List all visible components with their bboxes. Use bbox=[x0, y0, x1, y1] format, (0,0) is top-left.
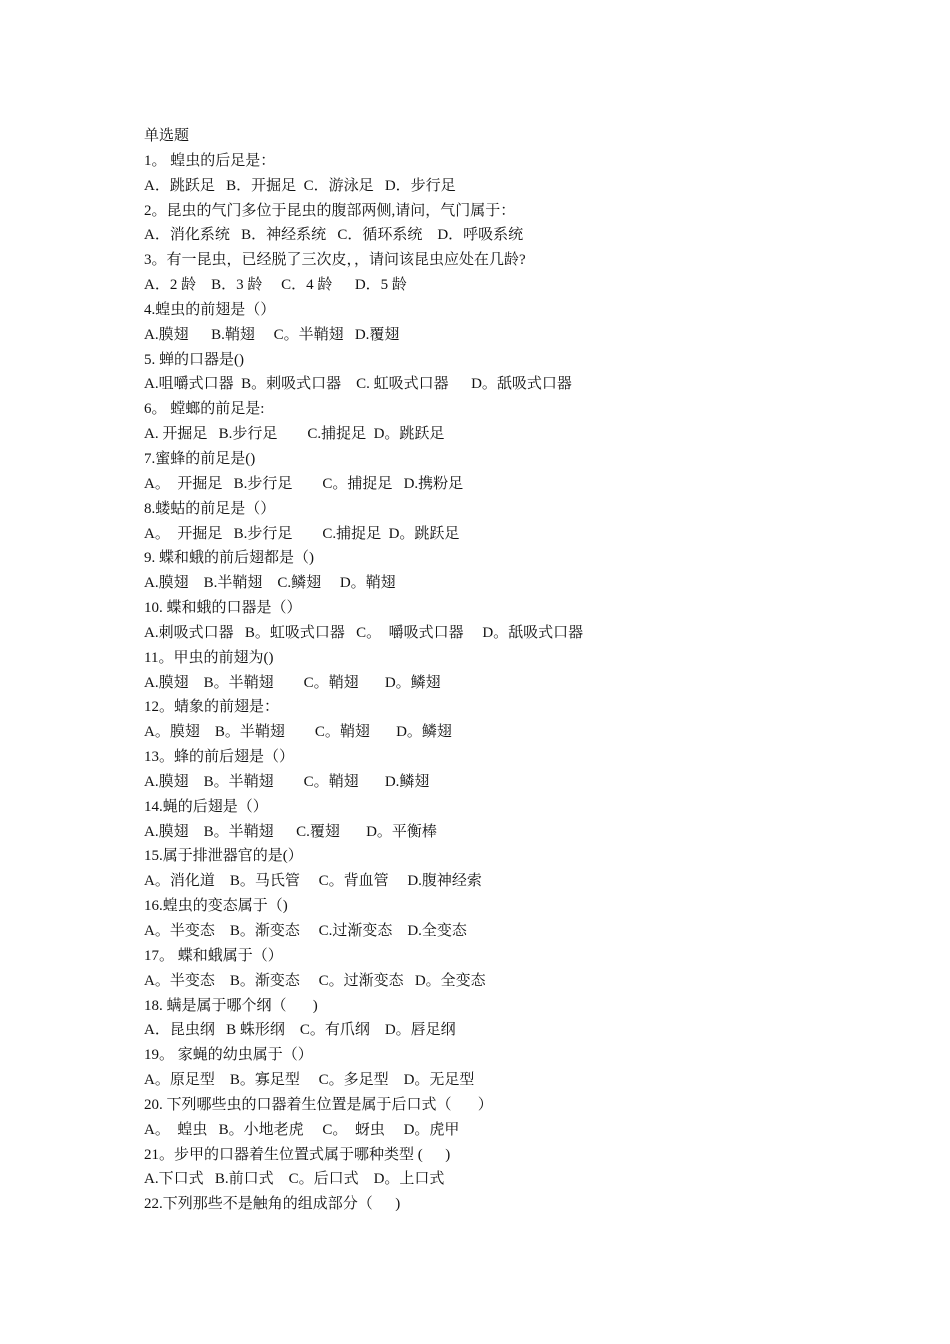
question-4: 4.蝗虫的前翅是（） bbox=[144, 301, 276, 318]
question-20: 20. 下列哪些虫的口器着生位置是属于后口式（ ） bbox=[144, 1096, 493, 1113]
options-12: A。膜翅 B。半鞘翅 C。鞘翅 D。鳞翅 bbox=[144, 724, 452, 741]
question-8: 8.蝼蛄的前足是（） bbox=[144, 500, 276, 517]
question-16: 16.蝗虫的变态属于（) bbox=[144, 898, 288, 915]
options-7: A。 开掘足 B.步行足 C。捕捉足 D.携粉足 bbox=[144, 475, 464, 492]
options-8: A。 开掘足 B.步行足 C.捕捉足 D。跳跃足 bbox=[144, 525, 460, 542]
options-1: A．跳跃足 B．开掘足 C．游泳足 D．步行足 bbox=[144, 177, 456, 194]
question-19: 19。 家蝇的幼虫属于（） bbox=[144, 1047, 313, 1064]
question-2: 2。昆虫的气门多位于昆虫的腹部两侧,请问，气门属于： bbox=[144, 202, 516, 219]
question-10: 10. 蝶和蛾的口器是（） bbox=[144, 600, 302, 617]
question-15: 15.属于排泄器官的是(） bbox=[144, 848, 303, 865]
section-heading: 单选题 bbox=[144, 128, 190, 144]
question-22: 22.下列那些不是触角的组成部分（ ) bbox=[144, 1196, 401, 1213]
options-13: A.膜翅 B。半鞘翅 C。鞘翅 D.鳞翅 bbox=[144, 773, 430, 790]
options-16: A。半变态 B。渐变态 C.过渐变态 D.全变态 bbox=[144, 923, 467, 939]
options-4: A.膜翅 B.鞘翅 C。半鞘翅 D.覆翅 bbox=[144, 326, 400, 343]
options-15: A。消化道 B。马氏管 C。背血管 D.腹神经索 bbox=[144, 873, 482, 890]
options-17: A。半变态 B。渐变态 C。过渐变态 D。全变态 bbox=[144, 972, 486, 989]
question-7: 7.蜜蜂的前足是() bbox=[144, 450, 256, 467]
options-9: A.膜翅 B.半鞘翅 C.鳞翅 D。鞘翅 bbox=[144, 575, 396, 592]
options-18: A．昆虫纲 B 蛛形纲 C。有爪纲 D。唇足纲 bbox=[144, 1022, 456, 1039]
question-6: 6。 螳螂的前足是: bbox=[144, 401, 265, 418]
options-3: A．2 龄 B．3 龄 C．4 龄 D．5 龄 bbox=[144, 277, 407, 294]
options-5: A.咀嚼式口器 B。刺吸式口器 C. 虹吸式口器 D。舐吸式口器 bbox=[144, 376, 572, 393]
question-11: 11。甲虫的前翅为() bbox=[144, 649, 274, 666]
options-19: A。原足型 B。寡足型 C。多足型 D。无足型 bbox=[144, 1072, 475, 1089]
options-2: A．消化系统 B．神经系统 C．循环系统 D．呼吸系统 bbox=[144, 227, 524, 244]
question-12: 12。蜻象的前翅是： bbox=[144, 699, 280, 716]
options-6: A. 开掘足 B.步行足 C.捕捉足 D。跳跃足 bbox=[144, 426, 445, 443]
question-list bbox=[144, 124, 844, 1217]
question-17: 17。 蝶和蛾属于（） bbox=[144, 947, 283, 964]
question-3: 3。有一昆虫，已经脱了三次皮，，请问该昆虫应处在几龄? bbox=[144, 252, 526, 269]
question-21: 21。步甲的口器着生位置式属于哪种类型 ( ) bbox=[144, 1146, 451, 1163]
options-11: A.膜翅 B。半鞘翅 C。鞘翅 D。鳞翅 bbox=[144, 674, 441, 691]
question-13: 13。蜂的前后翅是（） bbox=[144, 749, 295, 766]
options-21: A.下口式 B.前口式 C。后口式 D。上口式 bbox=[144, 1171, 445, 1188]
options-10: A.刺吸式口器 B。虹吸式口器 C。 嚼吸式口器 D。舐吸式口器 bbox=[144, 624, 584, 641]
question-14: 14.蝇的后翅是（） bbox=[144, 798, 268, 815]
question-5: 5. 蝉的口器是() bbox=[144, 351, 244, 368]
options-20: A。 蝗虫 B。小地老虎 C。 蚜虫 D。虎甲 bbox=[144, 1121, 460, 1138]
question-18: 18. 螨是属于哪个纲（ ) bbox=[144, 997, 318, 1014]
question-1: 1。 蝗虫的后足是： bbox=[144, 152, 276, 169]
options-14: A.膜翅 B。半鞘翅 C.覆翅 D。平衡棒 bbox=[144, 823, 437, 840]
question-9: 9. 蝶和蛾的前后翅都是（) bbox=[144, 550, 314, 567]
